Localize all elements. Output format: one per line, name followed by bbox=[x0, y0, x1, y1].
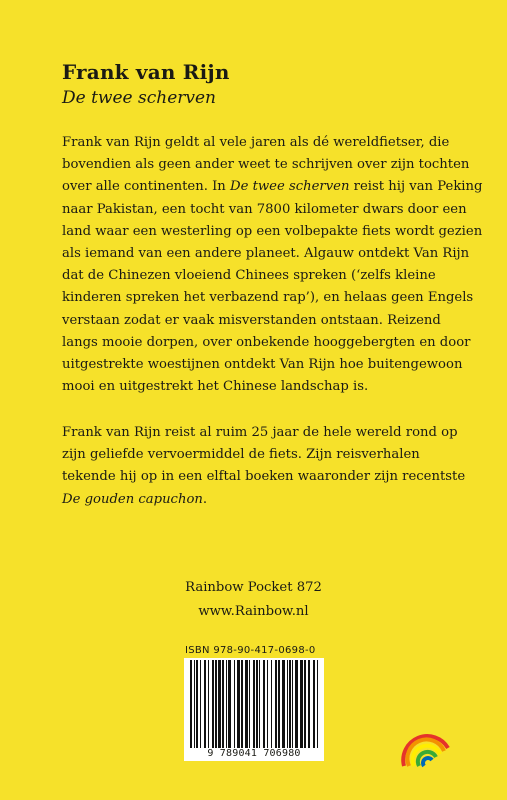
barcode-bar bbox=[253, 660, 255, 748]
blurb-line: zijn geliefde vervoermiddel de fiets. Zijn reisverhalen bbox=[62, 447, 420, 463]
barcode-bar bbox=[218, 660, 221, 748]
barcode-bar bbox=[204, 660, 206, 748]
barcode-bar bbox=[263, 660, 265, 748]
barcode-bar bbox=[241, 660, 243, 748]
barcode-bar bbox=[317, 660, 318, 748]
barcode-bar bbox=[313, 660, 315, 748]
blurb-line bbox=[62, 176, 483, 198]
rainbow-logo-icon bbox=[400, 720, 452, 772]
barcode-bar bbox=[292, 660, 293, 748]
blurb-line: Frank van Rijn geldt al vele jaren als dé wereldfietser, die bbox=[62, 135, 450, 150]
barcode-bar bbox=[194, 660, 195, 748]
barcode-bar bbox=[245, 660, 248, 748]
inline-book-title: De gouden capuchon bbox=[62, 491, 203, 507]
barcode-bar bbox=[249, 660, 250, 748]
isbn-label: ISBN 978-90-417-0698-0 bbox=[185, 645, 316, 656]
barcode-bar bbox=[295, 660, 298, 748]
blurb-line: uitgestrekte woestijnen ontdekt Van Rijn hoe buitengewoon bbox=[62, 357, 463, 373]
barcode-bar bbox=[234, 660, 235, 748]
blurb-text: over alle continenten. In bbox=[62, 179, 230, 195]
barcode-bar bbox=[208, 660, 209, 748]
barcode bbox=[184, 658, 324, 750]
blurb-line: Frank van Rijn reist al ruim 25 jaar de hele wereld rond op bbox=[62, 425, 458, 440]
blurb-line: kinderen spreken het verbazend rap’), en helaas geen Engels bbox=[62, 290, 474, 306]
barcode-bar bbox=[300, 660, 303, 748]
barcode-digits: 9 789041 706980 bbox=[184, 748, 324, 761]
publisher-url: www.Rainbow.nl bbox=[198, 604, 309, 619]
barcode-bar bbox=[308, 660, 310, 748]
barcode-bar bbox=[287, 660, 288, 748]
blurb-line: bovendien als geen ander weet te schrijven over zijn tochten bbox=[62, 157, 470, 173]
blurb-line: verstaan zodat er vaak misverstanden ontstaan. Reizend bbox=[62, 312, 441, 328]
barcode-bar bbox=[256, 660, 258, 748]
barcode-bar bbox=[215, 660, 217, 748]
barcode-bar bbox=[304, 660, 306, 748]
barcode-bar bbox=[196, 660, 198, 748]
blurb-line: dat de Chinezen vloeiend Chinees spreken (‘zelfs kleine bbox=[62, 268, 436, 284]
blurb-line: naar Pakistan, een tocht van 7800 kilometer dwars door een bbox=[62, 201, 467, 217]
inline-book-title: De twee scherven bbox=[230, 179, 350, 195]
barcode-bar bbox=[259, 660, 260, 748]
barcode-bar bbox=[278, 660, 280, 748]
barcode-bar bbox=[212, 660, 214, 748]
barcode-bar bbox=[237, 660, 240, 748]
barcode-bars bbox=[184, 658, 324, 750]
barcode-bar bbox=[222, 660, 224, 748]
blurb-paragraph-2 bbox=[62, 422, 466, 511]
barcode-bar bbox=[282, 660, 285, 748]
blurb-line: tekende hij op in een elftal boeken waaronder zijn recentste bbox=[62, 469, 466, 485]
blurb-line: mooi en uitgestrekt het Chinese landschap is. bbox=[62, 379, 369, 395]
blurb-line bbox=[62, 489, 462, 511]
blurb-line: als iemand van een andere planeet. Algauw ontdekt Van Rijn bbox=[62, 246, 470, 262]
blurb-line: langs mooie dorpen, over onbekende hooggebergten en door bbox=[62, 334, 471, 350]
barcode-bar bbox=[226, 660, 227, 748]
barcode-bar bbox=[228, 660, 231, 748]
barcode-bar bbox=[267, 660, 268, 748]
barcode-bar bbox=[275, 660, 277, 748]
barcode-bar bbox=[271, 660, 272, 748]
blurb-paragraph-1 bbox=[62, 132, 483, 398]
author-name: Frank van Rijn bbox=[62, 60, 230, 84]
blurb-text: reist hij van Peking bbox=[349, 179, 483, 195]
blurb-text: . bbox=[202, 491, 208, 507]
barcode-bar bbox=[289, 660, 291, 748]
book-title: De twee scherven bbox=[62, 88, 216, 108]
barcode-bar bbox=[190, 660, 192, 748]
barcode-bar bbox=[200, 660, 201, 748]
blurb-line: land waar een westerling op een volbepakte fiets wordt gezien bbox=[62, 223, 483, 239]
series-label: Rainbow Pocket 872 bbox=[185, 580, 322, 595]
